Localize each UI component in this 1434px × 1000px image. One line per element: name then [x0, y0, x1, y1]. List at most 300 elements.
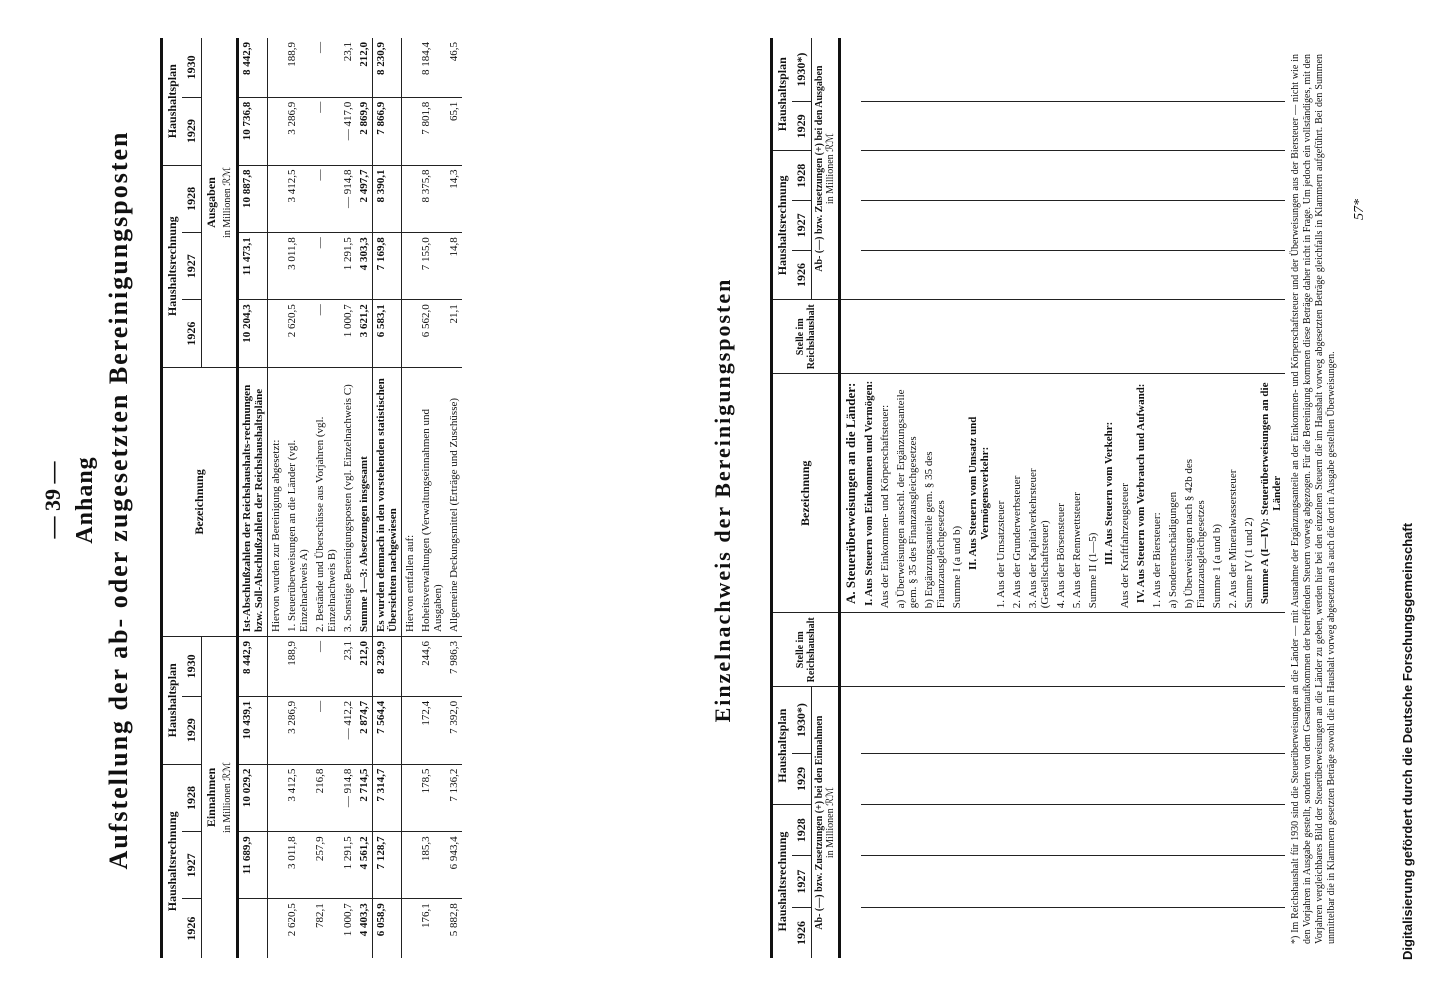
value-einnahmen [1149, 687, 1165, 754]
value-einnahmen [993, 687, 1009, 754]
value-einnahmen: 7 986,3 [446, 636, 462, 696]
value-ausgaben [1069, 102, 1085, 151]
group-einnahmen [812, 687, 840, 958]
value-ausgaben [1069, 38, 1085, 102]
detail-table [770, 38, 1285, 958]
value-ausgaben [268, 165, 285, 233]
stelle-cell [1025, 613, 1053, 687]
value-ausgaben: 3 286,9 [284, 97, 312, 165]
value-ausgaben [1085, 102, 1101, 151]
value-ausgaben [1053, 38, 1069, 102]
stelle-cell [1053, 300, 1069, 374]
value-ausgaben: 7 866,9 [373, 97, 402, 165]
stelle-cell [1241, 300, 1257, 374]
value-ausgaben [1209, 201, 1225, 251]
value-ausgaben [1053, 151, 1069, 201]
value-ausgaben [921, 151, 949, 201]
value-einnahmen [965, 856, 993, 907]
table-row [356, 38, 373, 958]
row-label: 3. Aus der Kapitalverkehrsteuer (Gesellschaftsteuer) [1025, 374, 1053, 613]
value-ausgaben [1133, 151, 1149, 201]
stelle-cell [1257, 300, 1285, 374]
table-row [1241, 38, 1257, 958]
value-ausgaben [921, 102, 949, 151]
value-einnahmen: 257,9 [312, 832, 340, 899]
value-einnahmen [949, 856, 965, 907]
value-einnahmen [1165, 805, 1181, 856]
value-ausgaben [1117, 250, 1133, 300]
group-label: Ab- (—) bzw. Zusetzungen (+) bei den Einnahmen [814, 715, 825, 930]
header-stelle: Stelle im Reichshaushalt [772, 613, 840, 687]
table-row [1225, 38, 1241, 958]
value-ausgaben [949, 102, 965, 151]
value-ausgaben: 2 869,9 [356, 97, 373, 165]
stelle-cell [1209, 613, 1225, 687]
value-ausgaben [1133, 38, 1149, 102]
row-label: Summe II (1—5) [1085, 374, 1101, 613]
value-einnahmen: — [312, 696, 340, 764]
value-einnahmen [861, 687, 877, 754]
unit-label: in Millionen ℛℳ [222, 167, 233, 238]
value-ausgaben: 7 801,8 [418, 97, 446, 165]
value-einnahmen [921, 856, 949, 907]
value-ausgaben: 8 184,4 [418, 38, 446, 97]
year-right: 1930*) [792, 38, 812, 102]
value-ausgaben [1257, 250, 1285, 300]
row-label: 2. Aus der Mineralwassersteuer [1225, 374, 1241, 613]
table-row [877, 38, 893, 958]
value-ausgaben [1025, 250, 1053, 300]
value-einnahmen [402, 764, 419, 832]
value-einnahmen [1209, 805, 1225, 856]
value-ausgaben: — [312, 165, 340, 233]
value-einnahmen [861, 753, 877, 804]
value-ausgaben [268, 38, 285, 97]
value-einnahmen [1225, 753, 1241, 804]
value-ausgaben [1133, 201, 1149, 251]
row-label: b) Ergänzungsanteile gem. § 35 des Finanzausgleichgesetzes [921, 374, 949, 613]
value-einnahmen [1025, 856, 1053, 907]
value-einnahmen [1025, 687, 1053, 754]
value-ausgaben: 6 583,1 [373, 300, 402, 368]
value-ausgaben [993, 102, 1009, 151]
value-ausgaben [1117, 102, 1133, 151]
row-label: 1. Steuerüberweisungen an die Länder (vgl. Einzelnachweis A) [284, 367, 312, 636]
value-einnahmen: 8 230,9 [373, 636, 402, 696]
value-einnahmen [1209, 856, 1225, 907]
year-left: 1926 [794, 920, 808, 945]
value-ausgaben [1209, 250, 1225, 300]
value-ausgaben [861, 102, 877, 151]
footnote: *) Im Reichshaushalt für 1930 sind die Steuerüberweisungen an die Länder — mit Ausnahme der Ergänzungsanteile an der Einkommen- und Körperschaftsteuer und der Überweisungen aus der Biersteuer — nicht wie in den Vorjahren in Ausgabe gestellt, sondern von dem Gesamtaufkommen der betreffenden Steuern vorweg abgezogen. Für die Bereinigung kommen diese Beträge daher nicht in Frage. Um jedoch ein vollständiges, mit den Vorjahren vergleichbares Bild der Steuerüberweisungen an die Länder zu geben, werden hier bei den einzelnen Steuern die im Haushalt vorweg abgesetzten Beträge gleichfalls in Klammern aufgeführt. Bei den Summen unmittelbar die in Klammern gesetzten Beträge sowohl die im Haushalt vorweg abgesetzten als auch die dort in Ausgabe gestellten Überweisungen. [1290, 54, 1337, 944]
value-einnahmen [1241, 805, 1257, 856]
value-einnahmen [893, 907, 921, 958]
value-einnahmen [1069, 856, 1085, 907]
value-ausgaben [1085, 250, 1101, 300]
row-label: 5. Aus der Rennwettsteuer [1069, 374, 1085, 613]
value-ausgaben: 2 497,7 [356, 165, 373, 233]
value-einnahmen: 7 136,2 [446, 764, 462, 832]
stelle-cell [861, 300, 877, 374]
row-label: 4. Aus der Börsensteuer [1053, 374, 1069, 613]
value-ausgaben [893, 38, 921, 102]
year-left: 1926 [184, 916, 198, 941]
value-ausgaben [1025, 151, 1053, 201]
year-right: 1926 [792, 250, 812, 300]
year-right: 1927 [792, 201, 812, 251]
year-right: 1927 [182, 233, 202, 300]
value-ausgaben [402, 233, 419, 300]
value-einnahmen [921, 805, 949, 856]
table-row [921, 38, 949, 958]
value-ausgaben [1181, 250, 1209, 300]
stelle-cell [1009, 613, 1025, 687]
value-einnahmen [1209, 907, 1225, 958]
value-einnahmen: 3 286,9 [284, 696, 312, 764]
value-einnahmen: 5 882,8 [448, 903, 460, 937]
value-einnahmen [1053, 687, 1069, 754]
row-label: Summe 1—3: Absetzungen insgesamt [356, 367, 373, 636]
stelle-cell [1209, 300, 1225, 374]
value-ausgaben: 10 736,8 [238, 97, 268, 165]
value-ausgaben [877, 250, 893, 300]
value-ausgaben: — 914,8 [340, 165, 356, 233]
value-einnahmen [877, 907, 893, 958]
value-einnahmen [268, 832, 285, 899]
stelle-cell [1241, 613, 1257, 687]
value-ausgaben: 188,9 [284, 38, 312, 97]
value-ausgaben [1225, 250, 1241, 300]
value-einnahmen [1149, 856, 1165, 907]
value-ausgaben [1149, 201, 1165, 251]
stelle-cell [1009, 300, 1025, 374]
value-einnahmen [1149, 907, 1165, 958]
row-label: II. Aus Steuern vom Umsatz und Vermögensverkehr: [965, 374, 993, 613]
value-ausgaben [1149, 38, 1165, 102]
value-einnahmen [1085, 753, 1101, 804]
group-label: Einnahmen [204, 767, 218, 828]
value-ausgaben [1257, 201, 1285, 251]
value-ausgaben [1053, 250, 1069, 300]
value-einnahmen: 1 000,7 [342, 903, 354, 937]
stelle-cell [893, 300, 921, 374]
stelle-cell [1101, 613, 1117, 687]
header-plan-right: Haushaltsplan [772, 38, 793, 151]
value-ausgaben [1149, 250, 1165, 300]
row-label: 2. Bestände und Überschüsse aus Vorjahren (vgl. Einzelnachweis B) [312, 367, 340, 636]
value-einnahmen: 178,5 [418, 764, 446, 832]
value-ausgaben [893, 102, 921, 151]
value-ausgaben [949, 250, 965, 300]
value-ausgaben [965, 250, 993, 300]
value-einnahmen: 4 403,3 [358, 903, 370, 937]
value-ausgaben [1101, 151, 1117, 201]
value-ausgaben [861, 151, 877, 201]
row-label: 2. Aus der Grunderwerbsteuer [1009, 374, 1025, 613]
value-einnahmen [993, 907, 1009, 958]
value-einnahmen: 188,9 [284, 636, 312, 696]
value-einnahmen [893, 753, 921, 804]
value-ausgaben [1257, 38, 1285, 102]
stelle-cell [861, 613, 877, 687]
table-row [965, 38, 993, 958]
value-einnahmen [268, 696, 285, 764]
value-ausgaben [402, 165, 419, 233]
value-ausgaben [1009, 201, 1025, 251]
value-ausgaben [1241, 201, 1257, 251]
value-einnahmen: 1 291,5 [340, 832, 356, 899]
value-einnahmen: 7 564,4 [373, 696, 402, 764]
value-einnahmen [1149, 805, 1165, 856]
table-row [1209, 38, 1225, 958]
value-ausgaben: 1 291,5 [340, 233, 356, 300]
value-einnahmen: — 914,8 [340, 764, 356, 832]
value-einnahmen: 185,3 [418, 832, 446, 899]
table-row [284, 38, 312, 958]
table-row [1257, 38, 1285, 958]
value-einnahmen: 10 439,1 [238, 696, 268, 764]
unit-label: in Millionen ℛℳ [825, 133, 836, 205]
value-einnahmen [238, 899, 268, 958]
value-einnahmen: 6 058,9 [375, 903, 387, 937]
value-einnahmen [402, 636, 419, 696]
stelle-cell [1225, 613, 1241, 687]
value-ausgaben [921, 201, 949, 251]
value-ausgaben: 6 562,0 [418, 300, 446, 368]
header-plan-right: Haushaltsplan [162, 38, 183, 165]
value-einnahmen [1181, 805, 1209, 856]
value-ausgaben: 8 230,9 [373, 38, 402, 97]
value-ausgaben [861, 201, 877, 251]
stelle-cell [965, 613, 993, 687]
value-einnahmen [965, 687, 993, 754]
value-einnahmen: 7 314,7 [373, 764, 402, 832]
value-ausgaben [965, 38, 993, 102]
value-einnahmen: 3 011,8 [284, 832, 312, 899]
value-ausgaben: 8 390,1 [373, 165, 402, 233]
value-ausgaben: 8 442,9 [238, 38, 268, 97]
value-ausgaben: — 417,0 [340, 97, 356, 165]
value-ausgaben [1241, 38, 1257, 102]
value-einnahmen [1101, 805, 1117, 856]
value-ausgaben: — [312, 233, 340, 300]
value-einnahmen [1133, 907, 1149, 958]
value-einnahmen [949, 753, 965, 804]
value-einnahmen [1165, 856, 1181, 907]
table-row [402, 38, 419, 958]
value-ausgaben [1117, 201, 1133, 251]
value-einnahmen [965, 907, 993, 958]
value-einnahmen [877, 856, 893, 907]
value-einnahmen [949, 907, 965, 958]
value-einnahmen [1009, 856, 1025, 907]
year-right: 1928 [792, 151, 812, 201]
value-einnahmen [1241, 856, 1257, 907]
value-ausgaben [1181, 102, 1209, 151]
value-ausgaben [1165, 38, 1181, 102]
value-ausgaben [949, 38, 965, 102]
value-einnahmen [1069, 753, 1085, 804]
table-row [446, 38, 462, 958]
value-ausgaben [1069, 250, 1085, 300]
row-label: Es wurden demnach in den vorstehenden statistischen Übersichten nachgewiesen [373, 367, 402, 636]
value-ausgaben [1025, 38, 1053, 102]
value-ausgaben [1133, 102, 1149, 151]
row-label: Hiervon entfallen auf: [402, 367, 419, 636]
row-label: Summe I (a und b) [949, 374, 965, 613]
value-ausgaben [1069, 201, 1085, 251]
value-einnahmen: 2 620,5 [286, 903, 298, 937]
stelle-cell [965, 300, 993, 374]
value-ausgaben [1165, 102, 1181, 151]
group-label: Ab- (—) bzw. Zusetzungen (+) bei den Ausgaben [814, 65, 825, 272]
row-label: Ist-Abschlußzahlen der Reichshaushalts-rechnungen bzw. Soll-Abschlußzahlen der Reichshaushaltspläne [238, 367, 268, 636]
group-ausgaben [202, 38, 238, 367]
value-ausgaben [993, 151, 1009, 201]
row-label: Aus der Kraftfahrzeugsteuer [1117, 374, 1133, 613]
value-einnahmen [1009, 907, 1025, 958]
unit-label: in Millionen ℛℳ [825, 787, 836, 859]
row-label: Hiervon wurden zur Bereinigung abgesetzt: [268, 367, 285, 636]
value-einnahmen [1085, 856, 1101, 907]
value-einnahmen [1085, 687, 1101, 754]
value-einnahmen: 8 442,9 [238, 636, 268, 696]
value-einnahmen: — [312, 636, 340, 696]
table-row [1009, 38, 1025, 958]
row-label: b) Überweisungen nach § 42b des Finanzausgleichgesetzes [1181, 374, 1209, 613]
value-ausgaben: 14,8 [446, 233, 462, 300]
table-row [1053, 38, 1069, 958]
stelle-cell [949, 613, 965, 687]
stelle-cell [1025, 300, 1053, 374]
stelle-cell [1133, 300, 1149, 374]
value-einnahmen [1053, 907, 1069, 958]
stelle-cell [1085, 613, 1101, 687]
value-ausgaben [877, 38, 893, 102]
value-einnahmen [1181, 753, 1209, 804]
value-ausgaben [921, 38, 949, 102]
stelle-cell [1117, 300, 1133, 374]
value-ausgaben: 10 887,8 [238, 165, 268, 233]
stelle-cell [1181, 613, 1209, 687]
value-einnahmen [268, 764, 285, 832]
year-left: 1928 [792, 805, 812, 856]
value-einnahmen: 10 029,2 [238, 764, 268, 832]
value-einnahmen [1181, 856, 1209, 907]
table-row [1117, 38, 1133, 958]
value-einnahmen [1025, 805, 1053, 856]
value-ausgaben [1241, 151, 1257, 201]
value-ausgaben [921, 250, 949, 300]
detail-table-body [840, 38, 1286, 958]
value-ausgaben [402, 38, 419, 97]
value-ausgaben [1257, 102, 1285, 151]
stelle-cell [1149, 613, 1165, 687]
value-ausgaben [1209, 38, 1225, 102]
value-einnahmen [965, 753, 993, 804]
value-einnahmen [1009, 687, 1025, 754]
value-einnahmen [1117, 805, 1133, 856]
value-ausgaben: 212,0 [356, 38, 373, 97]
value-ausgaben [1165, 201, 1181, 251]
value-ausgaben [268, 233, 285, 300]
header-bezeichnung: Bezeichnung [772, 374, 840, 613]
value-einnahmen [1069, 907, 1085, 958]
value-ausgaben: 3 011,8 [284, 233, 312, 300]
value-ausgaben [877, 201, 893, 251]
value-ausgaben [893, 201, 921, 251]
value-einnahmen [1101, 907, 1117, 958]
value-einnahmen [402, 899, 419, 958]
value-ausgaben [1225, 151, 1241, 201]
value-ausgaben: 7 169,8 [373, 233, 402, 300]
table-row [373, 38, 402, 958]
row-label: 3. Sonstige Bereinigungsposten (vgl. Einzelnachweis C) [340, 367, 356, 636]
value-einnahmen [1133, 805, 1149, 856]
stelle-cell [921, 300, 949, 374]
value-einnahmen [1241, 753, 1257, 804]
stelle-cell [1165, 613, 1181, 687]
table-row [1149, 38, 1165, 958]
value-einnahmen: 11 689,9 [238, 832, 268, 899]
value-einnahmen: 7 392,0 [446, 696, 462, 764]
value-einnahmen [1133, 856, 1149, 907]
table-row [1069, 38, 1085, 958]
value-ausgaben [268, 97, 285, 165]
value-einnahmen [1257, 805, 1285, 856]
stelle-cell [1257, 613, 1285, 687]
value-ausgaben: — [312, 300, 340, 368]
value-ausgaben [877, 151, 893, 201]
value-ausgaben [1181, 201, 1209, 251]
value-einnahmen [1257, 687, 1285, 754]
table-row [238, 38, 268, 958]
value-einnahmen [861, 805, 877, 856]
appendix-heading: Anhang [72, 456, 98, 544]
row-label: Aus der Einkommen- und Körperschaftsteuer: [877, 374, 893, 613]
header-stelle: Stelle im Reichshaushalt [772, 300, 840, 374]
value-ausgaben [402, 300, 419, 368]
value-einnahmen [268, 899, 285, 958]
value-ausgaben [949, 151, 965, 201]
stelle-cell [1101, 300, 1117, 374]
value-ausgaben [1181, 151, 1209, 201]
value-einnahmen [1025, 753, 1053, 804]
value-ausgaben: 2 620,5 [284, 300, 312, 368]
value-einnahmen: 2 714,5 [356, 764, 373, 832]
value-ausgaben: 11 473,1 [238, 233, 268, 300]
value-ausgaben [965, 151, 993, 201]
value-einnahmen: 176,1 [420, 903, 432, 929]
value-ausgaben [1025, 201, 1053, 251]
header-plan-left: Haushaltsplan [772, 687, 793, 805]
year-right: 1929 [792, 102, 812, 151]
section-title: Einzelnachweis der Bereinigungsposten [710, 277, 735, 723]
value-einnahmen [1117, 907, 1133, 958]
group-ausgaben [812, 38, 840, 300]
row-label: a) Überweisungen ausschl. der Ergänzungsanteile gem. § 35 des Finanzausgleichgesetzes [893, 374, 921, 613]
value-ausgaben [893, 250, 921, 300]
page-title: Aufstellung der ab- oder zugesetzten Bereinigungsposten [104, 130, 133, 870]
value-einnahmen [1225, 687, 1241, 754]
value-ausgaben: 65,1 [446, 97, 462, 165]
stelle-cell [993, 613, 1009, 687]
value-ausgaben: — [312, 97, 340, 165]
value-ausgaben [1117, 151, 1133, 201]
value-ausgaben [1025, 102, 1053, 151]
value-ausgaben [1165, 151, 1181, 201]
stelle-cell [1085, 300, 1101, 374]
